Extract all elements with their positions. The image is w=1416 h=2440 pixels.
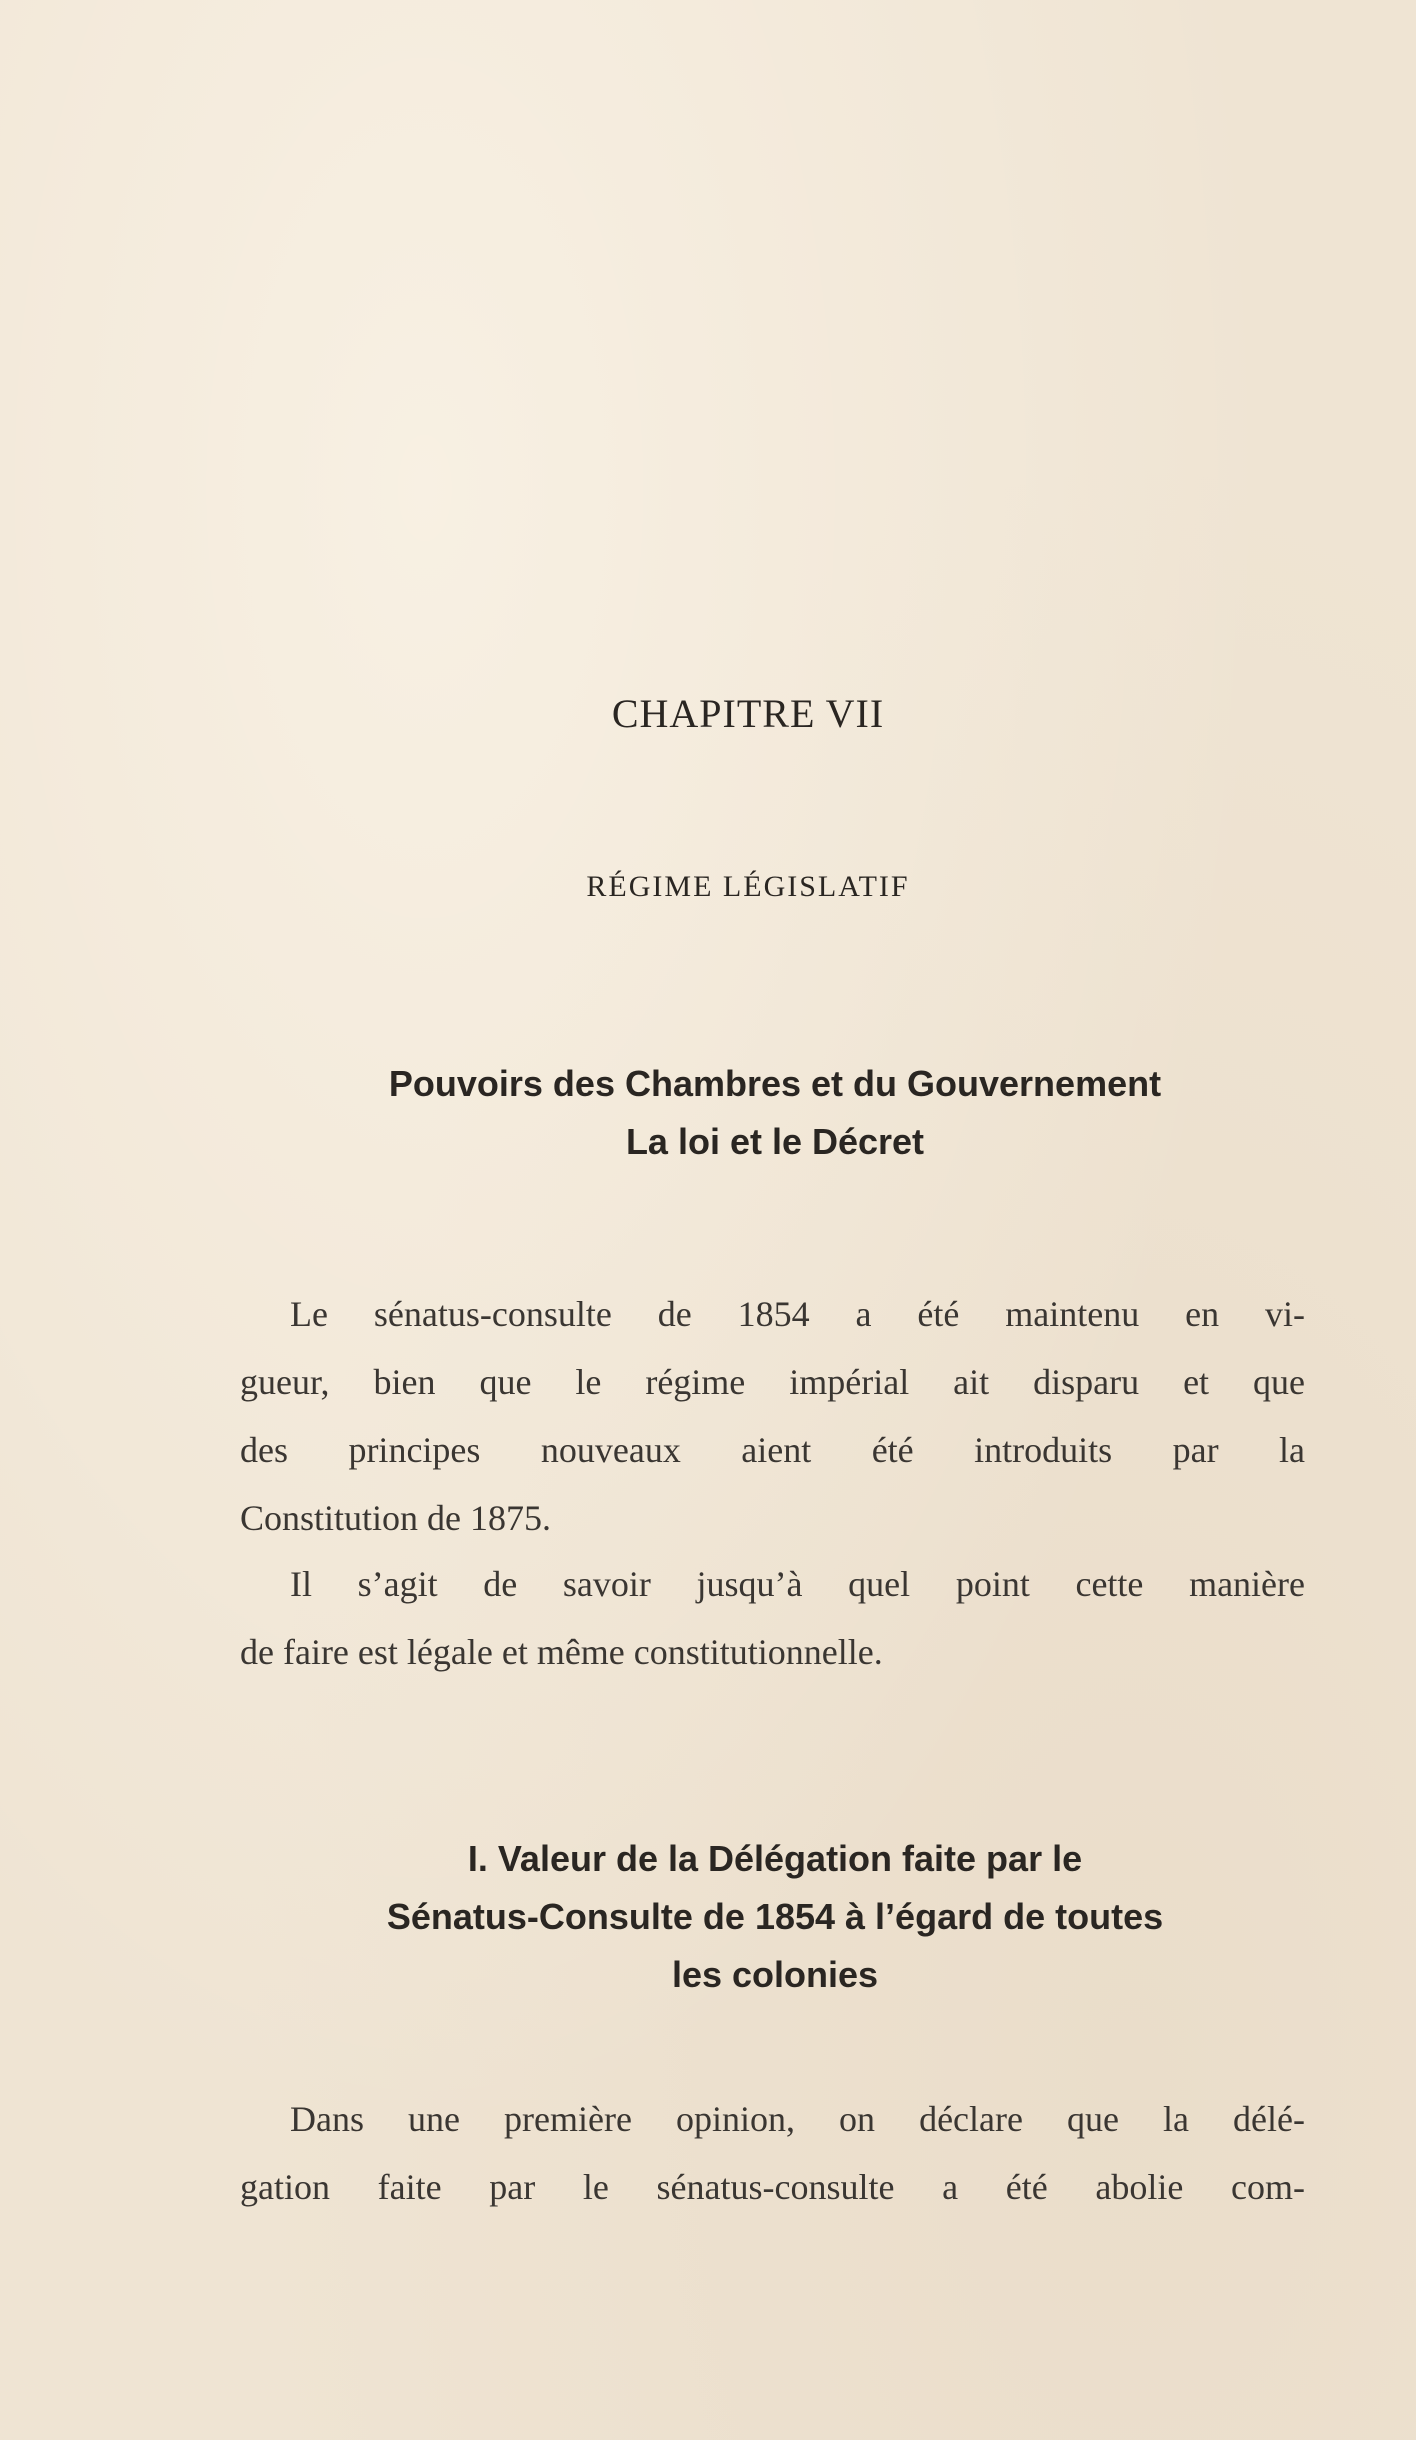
paragraph-1-line-3: des principes nouveaux aient été introduits par la [240, 1430, 1305, 1470]
heading-pouvoirs-line-2: La loi et le Décret [625, 1121, 925, 1162]
paragraph-1-line-1: Le sénatus-consulte de 1854 a été maintenu en vi- [290, 1294, 1305, 1334]
heading-valeur-line-3: les colonies [671, 1954, 879, 1995]
heading-valeur-line-1: I. Valeur de la Délégation faite par le [467, 1838, 1083, 1879]
heading-valeur-line-2: Sénatus-Consulte de 1854 à l’égard de toutes [386, 1896, 1164, 1937]
paragraph-2-line-2: de faire est légale et même constitutionnelle. [240, 1632, 883, 1672]
heading-pouvoirs [240, 1055, 1310, 1171]
chapter-title: CHAPITRE VII [611, 691, 885, 736]
paragraph-3-line-2: gation faite par le sénatus-consulte a été abolie com- [240, 2167, 1305, 2207]
paragraph-1-line-4: Constitution de 1875. [240, 1498, 552, 1538]
paragraph-2-line-1: Il s’agit de savoir jusqu’à quel point cette manière [290, 1564, 1305, 1604]
paragraph-2 [240, 1550, 1305, 1686]
heading-valeur [240, 1830, 1310, 2004]
paragraph-1-line-2: gueur, bien que le régime impérial ait disparu et que [240, 1362, 1305, 1402]
paragraph-1 [240, 1280, 1305, 1552]
section-title: RÉGIME LÉGISLATIF [586, 870, 910, 903]
heading-pouvoirs-line-1: Pouvoirs des Chambres et du Gouvernement [388, 1063, 1162, 1104]
paragraph-3 [240, 2085, 1305, 2221]
paragraph-3-line-1: Dans une première opinion, on déclare que la délé- [290, 2099, 1305, 2139]
